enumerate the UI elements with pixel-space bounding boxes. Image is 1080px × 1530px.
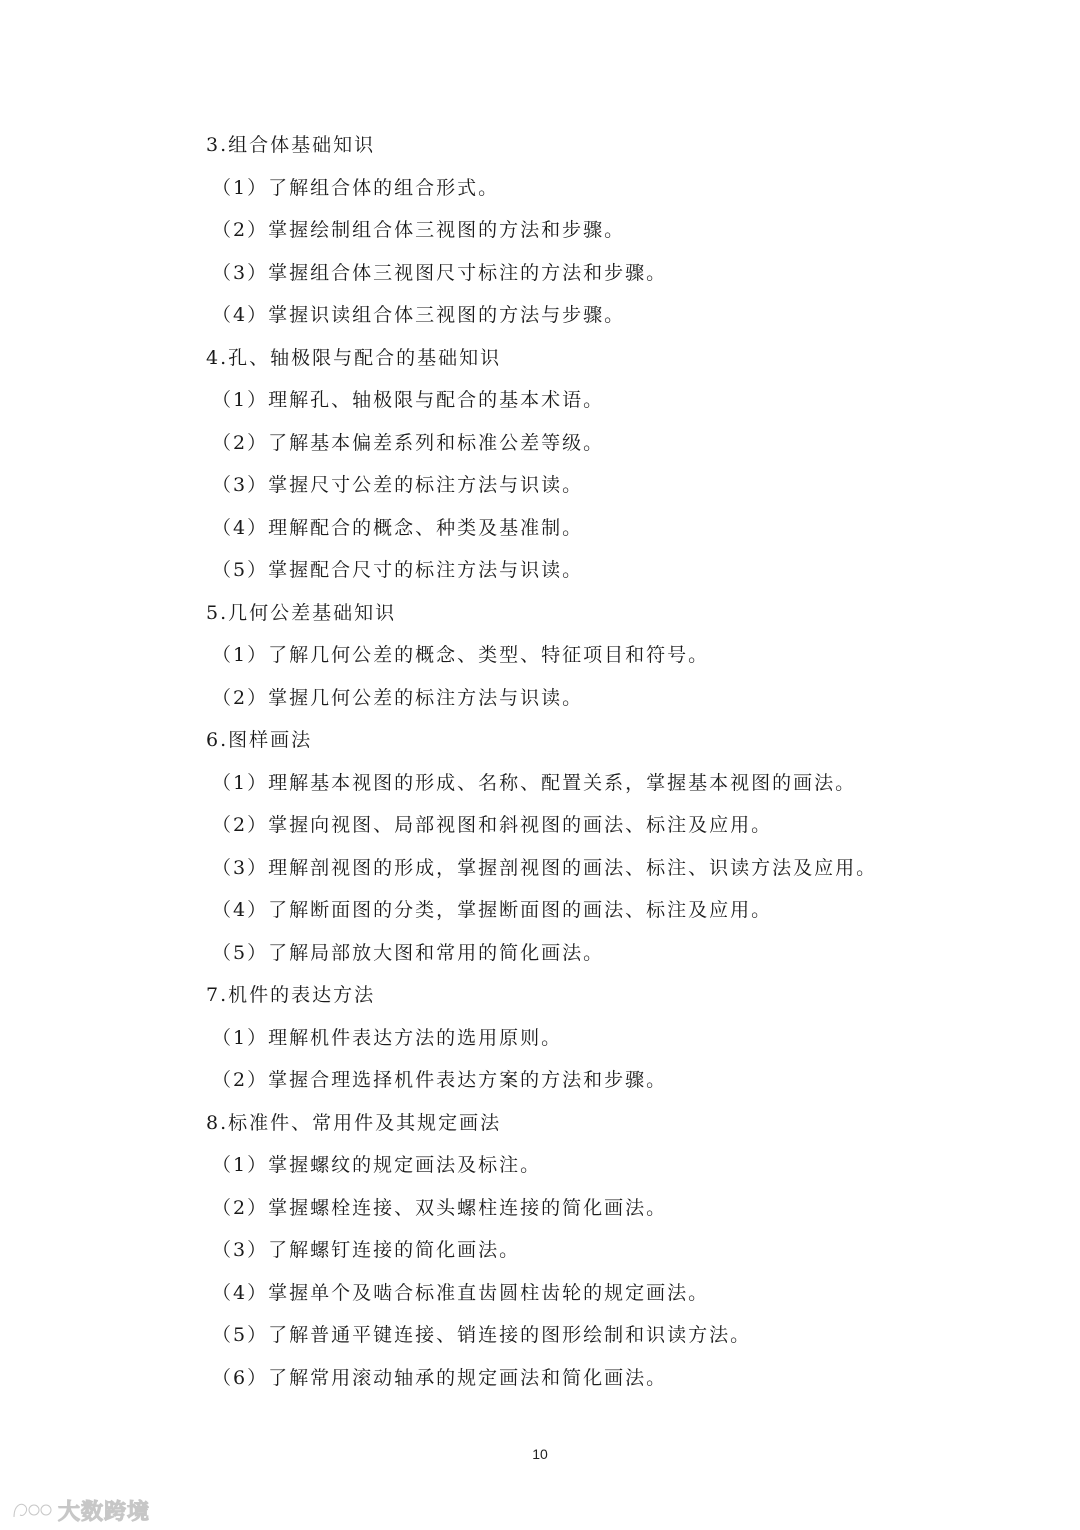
list-item: （2）了解基本偏差系列和标准公差等级。	[212, 431, 605, 454]
section-heading: 6.图样画法	[206, 729, 313, 751]
list-item: （3）掌握尺寸公差的标注方法与识读。	[212, 474, 584, 496]
watermark-logo-icon	[10, 1497, 54, 1523]
list-item: （3）理解剖视图的形成，掌握剖视图的画法、标注、识读方法及应用。	[212, 856, 878, 879]
section-heading: 7.机件的表达方法	[206, 984, 376, 1006]
list-item: （4）掌握识读组合体三视图的方法与步骤。	[212, 304, 626, 326]
watermark	[10, 1490, 150, 1530]
document-content	[0, 124, 1080, 1399]
list-item: （1）了解几何公差的概念、类型、特征项目和符号。	[212, 644, 710, 666]
list-item: （5）了解局部放大图和常用的简化画法。	[212, 941, 605, 964]
list-item: （1）理解机件表达方法的选用原则。	[212, 1026, 563, 1049]
list-item: （3）了解螺钉连接的简化画法。	[212, 1239, 521, 1261]
section-heading: 8.标准件、常用件及其规定画法	[206, 1111, 502, 1134]
list-item: （3）掌握组合体三视图尺寸标注的方法和步骤。	[212, 261, 668, 284]
section-heading: 3.组合体基础知识	[206, 134, 376, 156]
list-item: （1）理解基本视图的形成、名称、配置关系，掌握基本视图的画法。	[212, 771, 857, 794]
list-item: （2）掌握几何公差的标注方法与识读。	[212, 686, 584, 709]
list-item: （2）掌握向视图、局部视图和斜视图的画法、标注及应用。	[212, 814, 773, 836]
list-item: （2）掌握合理选择机件表达方案的方法和步骤。	[212, 1069, 668, 1091]
watermark-text: 大数跨境	[58, 1499, 151, 1525]
list-item: （6）了解常用滚动轴承的规定画法和简化画法。	[212, 1366, 668, 1389]
list-item: （2）掌握螺栓连接、双头螺柱连接的简化画法。	[212, 1196, 668, 1219]
list-item: （2）掌握绘制组合体三视图的方法和步骤。	[212, 219, 626, 241]
list-item: （4）掌握单个及啮合标准直齿圆柱齿轮的规定画法。	[212, 1281, 710, 1304]
list-item: （5）了解普通平键连接、销连接的图形绘制和识读方法。	[212, 1324, 752, 1346]
list-item: （1）理解孔、轴极限与配合的基本术语。	[212, 389, 605, 411]
list-item: （4）理解配合的概念、种类及基准制。	[212, 516, 584, 539]
list-item: （1）了解组合体的组合形式。	[212, 176, 500, 199]
list-item: （4）了解断面图的分类，掌握断面图的画法、标注及应用。	[212, 899, 773, 921]
list-item: （5）掌握配合尺寸的标注方法与识读。	[212, 559, 584, 581]
list-item: （1）掌握螺纹的规定画法及标注。	[212, 1154, 542, 1176]
section-heading: 4.孔、轴极限与配合的基础知识	[206, 346, 502, 369]
page-number: 10	[532, 1446, 548, 1462]
section-heading: 5.几何公差基础知识	[206, 601, 397, 624]
